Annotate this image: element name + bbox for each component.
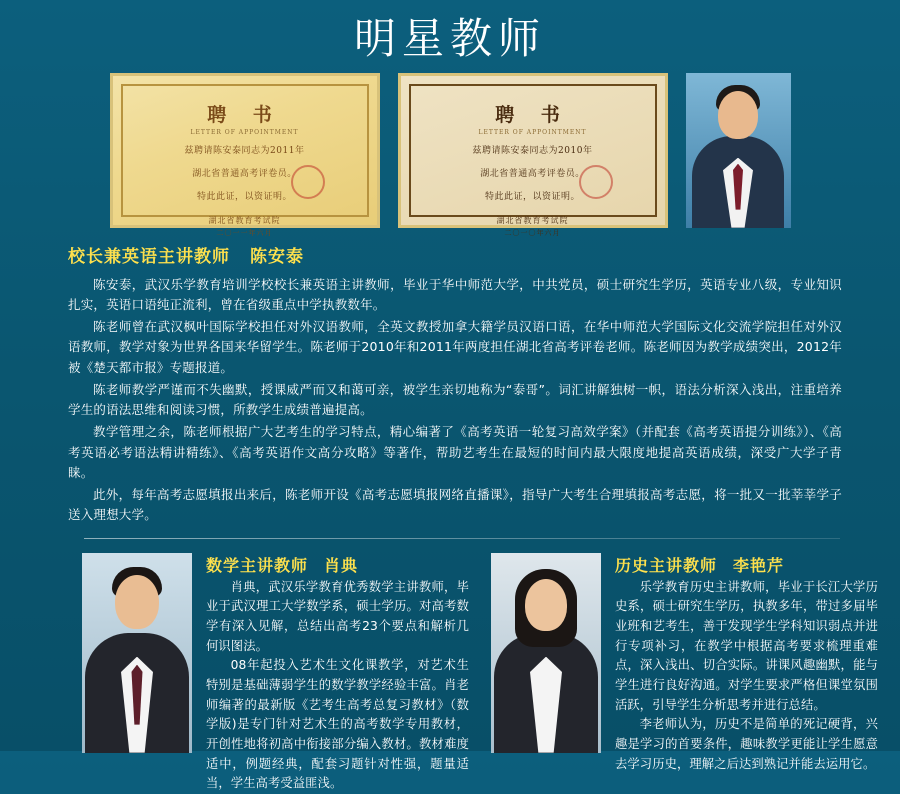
portrait-face (115, 575, 159, 629)
certificate-card-1 (110, 73, 380, 238)
principal-paragraph: 陈老师教学严谨而不失幽默，授课威严而又和蔼可亲，被学生亲切地称为“泰哥”。词汇讲解独树一帜，语法分析深入浅出，注重培养学生的语法思维和阅读习惯，所教学生成绩普遍提高。 (68, 381, 842, 418)
certificate-date: 二〇一一年六月 (216, 229, 273, 238)
teacher-bio-history (615, 578, 878, 775)
teacher-paragraph: 肖典，武汉乐学教育优秀数学主讲教师，毕业于武汉理工大学数学系，硕士学历。对高考数学有深入见解，总结出高考23个要点和解析几何识图法。 (206, 579, 469, 653)
certificate-line-2: 湖北省普通高考评卷员。 (192, 168, 297, 179)
teacher-paragraph: 乐学教育历史主讲教师，毕业于长江大学历史系，硕士研究生学历，执教多年，带过多届毕业班和艺考生，善于发现学生学科知识弱点并进行专项补习，在教学中根据高考要求梳理重难点，深入浅出、切合实际。讲课风趣幽默，能与学生进行良好沟通。对学生要求严格但课堂氛围活跃，引导学生分析思考并进行总结。 (615, 579, 878, 712)
certificate-line-1: 兹聘请陈安泰同志为2010年 (472, 145, 593, 156)
teacher-name: 肖典 (324, 555, 359, 575)
principal-paragraph: 陈安泰，武汉乐学教育培训学校校长兼英语主讲教师，毕业于华中师范大学，中共党员，硕士研究生学历，英语专业八级，专业知识扎实，英语口语纯正流利，曾在省级重点中学执教数年。 (68, 276, 842, 312)
certificate-issuer: 湖北省教育考试院 (208, 216, 281, 226)
certificate-title: 聘 书 (495, 103, 570, 126)
certificate-inner-1 (121, 84, 369, 238)
certificate-line-1: 兹聘请陈安泰同志为2011年 (184, 145, 305, 156)
teacher-portrait-history (491, 553, 601, 753)
teachers-row (0, 553, 900, 794)
teacher-portrait-math (82, 553, 192, 753)
teacher-paragraph: 李老师认为，历史不是简单的死记硬背，兴趣是学习的首要条件，趣味教学更能让学生愿意去学习历史，理解之后达到熟记并能去运用它。 (615, 717, 878, 771)
teacher-bio-math (206, 578, 469, 794)
certificate-subtitle: LETTER OF APPOINTMENT (190, 128, 299, 136)
teacher-text-history (615, 553, 878, 794)
certificate-date: 二〇一〇年六月 (504, 229, 561, 238)
certificate-inner-2 (409, 84, 657, 238)
page-title: 明星教师 (353, 14, 546, 63)
teacher-role: 数学主讲教师 (206, 555, 309, 575)
certificate-line-2: 湖北省普通高考评卷员。 (480, 168, 585, 179)
principal-bio (68, 275, 872, 526)
certificates-row (0, 73, 900, 238)
portrait-face (525, 579, 567, 631)
official-seal-icon (291, 165, 325, 199)
certificate-issuer: 湖北省教育考试院 (496, 216, 569, 226)
teacher-heading-math (206, 553, 469, 576)
teacher-card-history (491, 553, 878, 794)
certificate-title: 聘 书 (207, 103, 282, 126)
certificate-card-2 (398, 73, 668, 238)
teacher-name: 李艳芹 (733, 555, 785, 575)
certificate-line-3: 特此此证，以资证明。 (484, 192, 580, 203)
portrait-face (718, 91, 758, 139)
section-divider (84, 538, 840, 539)
principal-section (0, 242, 900, 526)
teacher-role: 历史主讲教师 (615, 555, 718, 575)
principal-heading (68, 242, 872, 267)
official-seal-icon (579, 165, 613, 199)
principal-portrait-photo (686, 73, 791, 228)
certificate-line-3: 特此此证，以资证明。 (196, 192, 292, 203)
principal-paragraph: 陈老师曾在武汉枫叶国际学校担任对外汉语教师，全英文教授加拿大籍学员汉语口语，在华中师范大学国际文化交流学院担任对外汉语教师，教学对象为世界各国来华留学生。陈老师于2010年和2011年两度担任湖北省高考评卷老师。陈老师因为教学成绩突出，2012年被《楚天都市报》专题报道。 (68, 319, 842, 375)
teacher-card-math (82, 553, 469, 794)
teacher-heading-history (615, 553, 878, 576)
principal-name: 陈安泰 (250, 246, 304, 267)
teacher-text-math (206, 553, 469, 794)
principal-paragraph: 此外，每年高考志愿填报出来后，陈老师开设《高考志愿填报网络直播课》，指导广大考生合理填报高考志愿，将一批又一批莘莘学子送入理想大学。 (68, 487, 842, 523)
principal-role: 校长兼英语主讲教师 (68, 246, 230, 267)
teacher-paragraph: 08年起投入艺术生文化课教学，对艺术生特别是基础薄弱学生的数学教学经验丰富。肖老师编著的最新版《艺考生高考总复习教材》（数学版)是专门针对艺术生的高考数学专用教材，开创性地将初高中衔接部分编入教材。教材难度适中，例题经典，配套习题针对性强，题量适当，学生高考受益匪浅。 (206, 658, 469, 791)
principal-paragraph: 教学管理之余，陈老师根据广大艺考生的学习特点，精心编著了《高考英语一轮复习高效学案》（并配套《高考英语提分训练》）、《高考英语必考语法精讲精练》、《高考英语作文高分攻略》等著作，帮助艺考生在最短的时间内最大限度地提高英语成绩，深受广大学子青睐。 (68, 424, 842, 480)
certificate-subtitle: LETTER OF APPOINTMENT (478, 128, 587, 136)
